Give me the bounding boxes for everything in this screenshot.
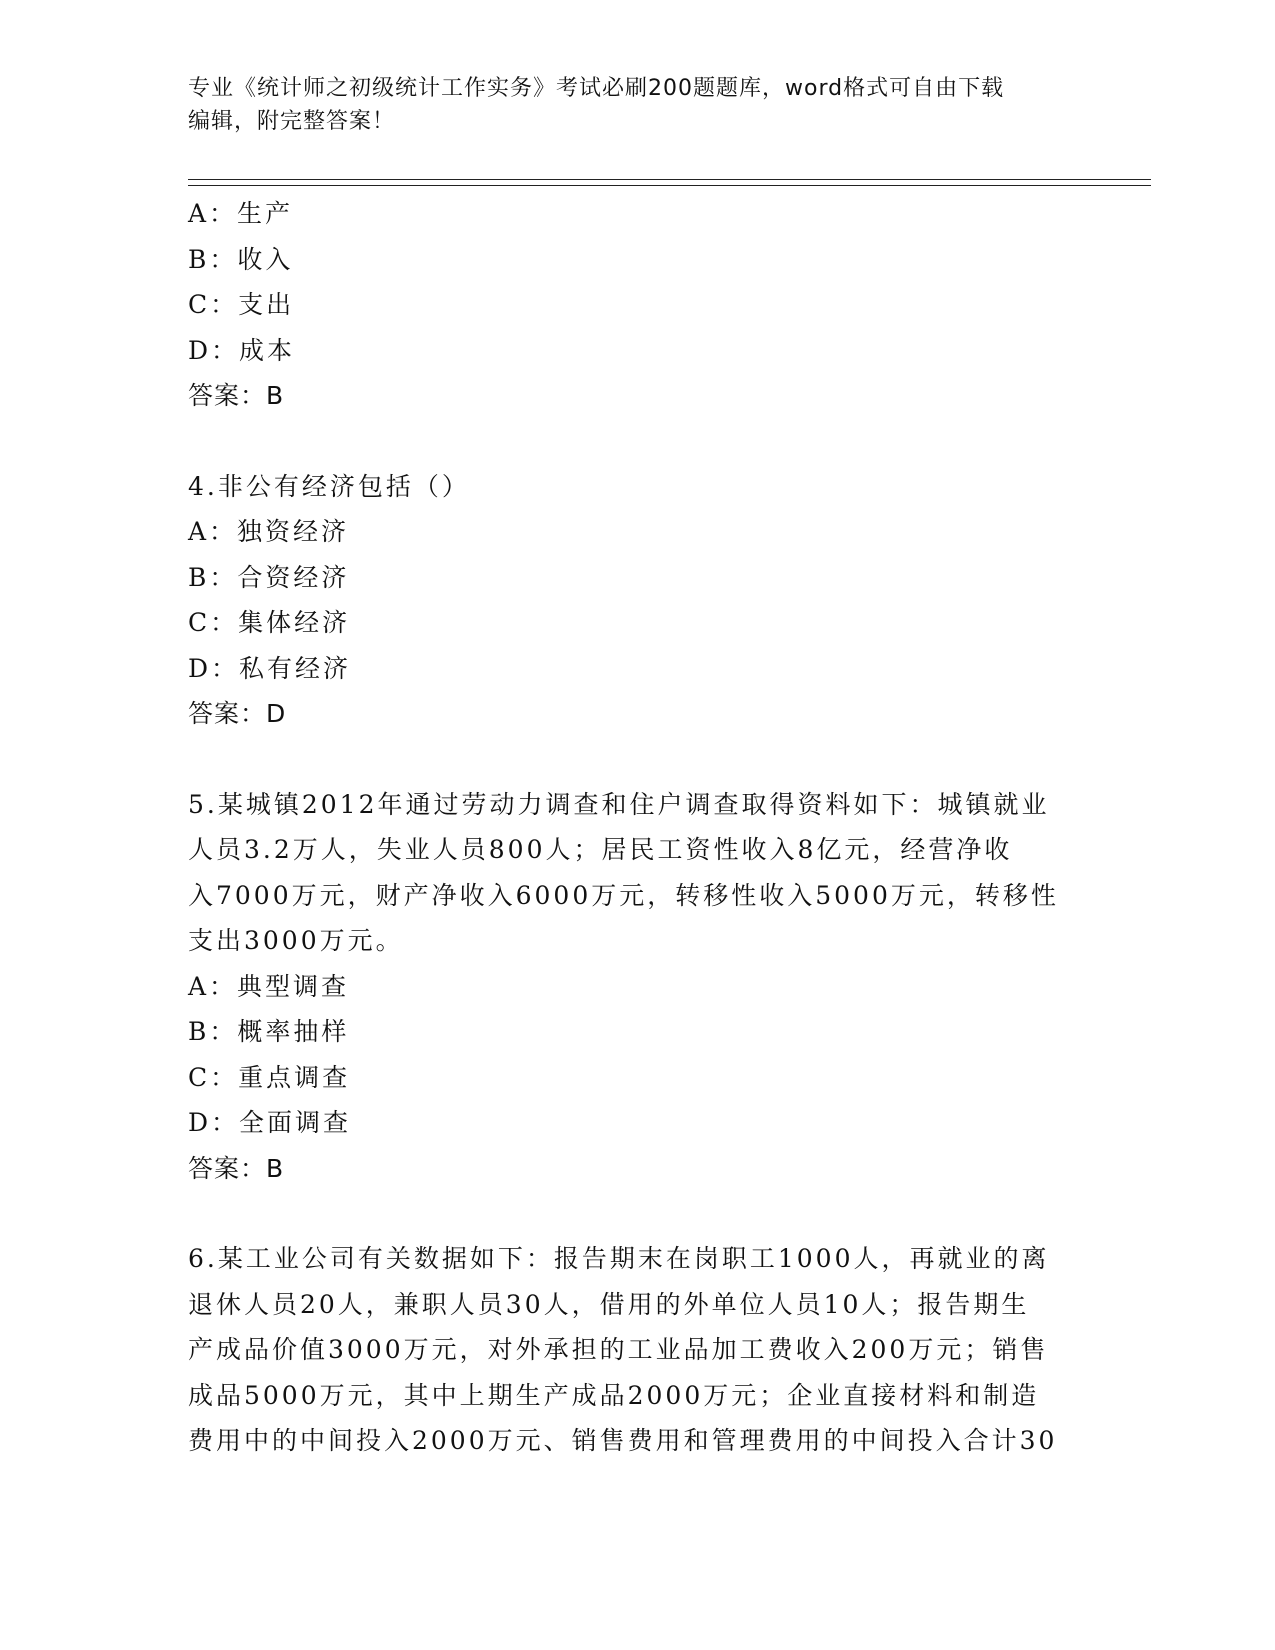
option-b: B：收入 [188, 244, 294, 274]
answer: 答案：D [188, 699, 287, 728]
question-text-line-5: 费用中的中间投入2000万元、销售费用和管理费用的中间投入合计30 [188, 1426, 1058, 1455]
option-c: C：集体经济 [188, 608, 351, 637]
option-a: A：独资经济 [188, 517, 350, 546]
option-b: B：合资经济 [188, 562, 350, 592]
answer: 答案：B [188, 1153, 285, 1183]
header-divider-bottom [188, 185, 1151, 186]
question-5 [188, 782, 1088, 1192]
question-text-line-4: 成品5000万元，其中上期生产成品2000万元；企业直接材料和制造 [188, 1380, 1040, 1410]
option-d: D：私有经济 [188, 653, 352, 683]
question-4 [188, 464, 1088, 737]
option-a: A：生产 [188, 199, 294, 228]
option-d: D：成本 [188, 335, 296, 365]
header-line-1: 专业《统计师之初级统计工作实务》考试必刷200题题库，word格式可自由下载 [188, 76, 1005, 101]
option-b: B：概率抽样 [188, 1017, 350, 1046]
question-6 [188, 1236, 1088, 1464]
question-text-line-2: 人员3.2万人，失业人员800人；居民工资性收入8亿元，经营净收 [188, 835, 1013, 864]
header-divider-top [188, 179, 1151, 180]
answer: 答案：B [188, 381, 285, 410]
question-text-line-3: 产成品价值3000万元，对外承担的工业品加工费收入200万元；销售 [188, 1335, 1049, 1364]
option-d: D：全面调查 [188, 1108, 352, 1137]
question-text-line-2: 退休人员20人，兼职人员30人，借用的外单位人员10人；报告期生 [188, 1289, 1030, 1319]
option-a: A：典型调查 [188, 971, 350, 1001]
question-text-line-4: 支出3000万元。 [188, 926, 404, 955]
question-text-line-3: 入7000万元，财产净收入6000万元，转移性收入5000万元，转移性 [188, 880, 1059, 910]
document-header [188, 72, 1068, 138]
question-content [188, 191, 1088, 1464]
option-c: C：重点调查 [188, 1062, 351, 1092]
question-3 [188, 191, 1088, 419]
question-text: 4.非公有经济包括（） [188, 471, 470, 501]
question-text-line-1: 5.某城镇2012年通过劳动力调查和住户调查取得资料如下：城镇就业 [188, 789, 1050, 819]
question-text-line-1: 6.某工业公司有关数据如下：报告期末在岗职工1000人，再就业的离 [188, 1244, 1050, 1273]
option-c: C：支出 [188, 290, 295, 319]
header-line-2: 编辑，附完整答案！ [188, 109, 396, 134]
